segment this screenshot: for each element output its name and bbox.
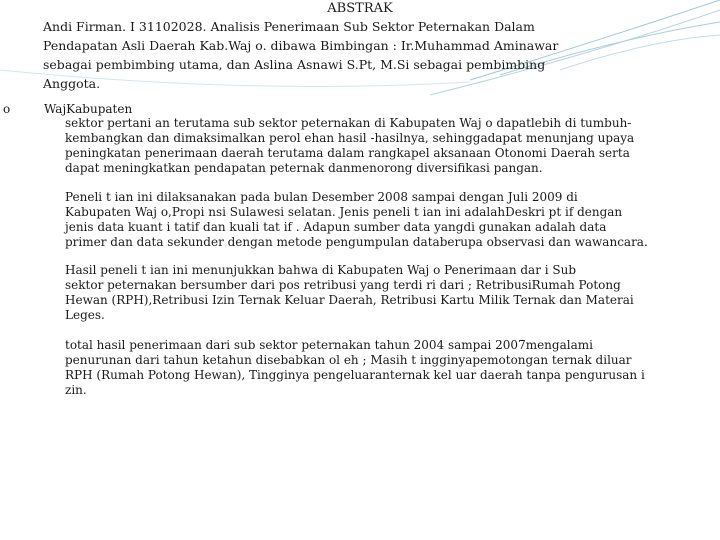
paragraph-3	[65, 263, 671, 323]
paragraph-line: jenis data kuant i tatif dan kuali tat if . Adapun sumber data yangdi gunakan adalah data	[65, 220, 607, 234]
paragraph-1	[65, 116, 671, 176]
author-line: Pendapatan Asli Daerah Kab.Waj o. dibawa Bimbingan : Ir.Muhammad Aminawar	[43, 38, 559, 53]
author-block	[43, 17, 613, 93]
paragraph-line: penurunan dari tahun ketahun disebabkan ol eh ; Masih t ingginyapemotongan ternak diluar	[65, 353, 632, 367]
paragraph-line: primer dan data sekunder dengan metode pengumpulan databerupa observasi dan wawancara.	[65, 235, 648, 249]
section-heading: WajKabupaten	[44, 102, 133, 116]
paragraph-line: Peneli t ian ini dilaksanakan pada bulan Desember 2008 sampai dengan Juli 2009 di	[65, 190, 578, 204]
paragraph-line: total hasil penerimaan dari sub sektor peternakan tahun 2004 sampai 2007mengalami	[65, 338, 593, 352]
paragraph-line: Kabupaten Waj o,Propi nsi Sulawesi selatan. Jenis peneli t ian ini adalahDeskri pt if dengan	[65, 205, 623, 219]
paragraph-line: sektor peternakan bersumber dari pos retribusi yang terdi ri dari ; RetribusiRumah Potong	[65, 278, 621, 292]
paragraph-2	[65, 190, 671, 250]
paragraph-line: kembangkan dan dimaksimalkan perol ehan hasil -hasilnya, sehinggadapat menunjang upaya	[65, 131, 635, 145]
author-line: sebagai pembimbing utama, dan Aslina Asnawi S.Pt, M.Si sebagai pembimbing	[43, 57, 546, 72]
paragraph-line: peningkatan penerimaan daerah terutama dalam rangkapel aksanaan Otonomi Daerah serta	[65, 146, 630, 160]
paragraph-line: RPH (Rumah Potong Hewan), Tingginya pengeluaranternak kel uar daerah tanpa pengurusan i	[65, 368, 645, 382]
paragraph-line: sektor pertani an terutama sub sektor peternakan di Kabupaten Waj o dapatlebih di tumbuh-	[65, 116, 632, 130]
author-line: Anggota.	[43, 76, 101, 91]
paragraph-line: Hewan (RPH),Retribusi Izin Ternak Keluar Daerah, Retribusi Kartu Milik Ternak dan Materai	[65, 293, 634, 307]
author-line: Andi Firman. I 31102028. Analisis Penerimaan Sub Sektor Peternakan Dalam	[43, 19, 535, 34]
paragraph-line: Leges.	[65, 308, 105, 322]
bullet-marker: o	[3, 102, 11, 116]
paragraph-line: dapat meningkatkan pendapatan peternak danmenorong diversifikasi pangan.	[65, 161, 543, 175]
paragraph-line: Hasil peneli t ian ini menunjukkan bahwa di Kabupaten Waj o Penerimaan dar i Sub	[65, 263, 577, 277]
abstract-title: ABSTRAK	[327, 1, 393, 16]
paragraph-line: zin.	[65, 383, 87, 397]
paragraph-4	[65, 338, 671, 398]
